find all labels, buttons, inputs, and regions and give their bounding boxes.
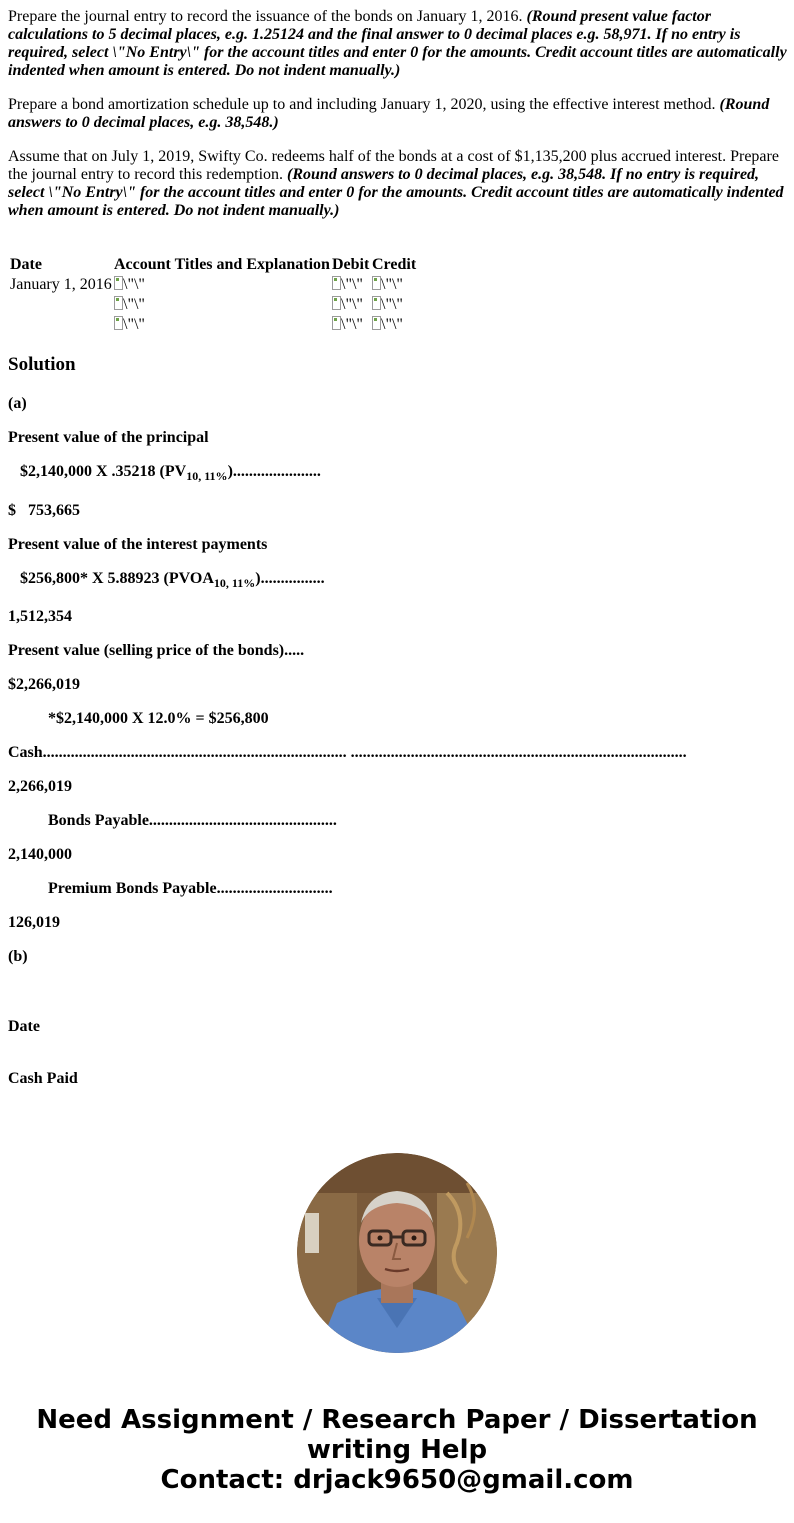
broken-image-alt: \"\": [341, 276, 363, 293]
broken-image-alt: \"\": [381, 316, 403, 333]
broken-image-icon: [372, 316, 381, 330]
pv-interest-amount: 1,512,354: [8, 608, 72, 625]
debit-input[interactable]: [332, 316, 363, 334]
instruction-issuance: [8, 8, 788, 80]
credit-input[interactable]: [372, 316, 403, 334]
account-title-input[interactable]: [114, 316, 145, 334]
instruction-amortization: [8, 96, 788, 132]
part-a-label: (a): [8, 395, 27, 412]
broken-image-icon: [332, 296, 341, 310]
pv-total-label: Present value (selling price of the bonds).....: [8, 642, 305, 659]
footer-line-1: Need Assignment / Research Paper / Dissertation: [36, 1405, 758, 1435]
premium-bonds-amount: 126,019: [8, 914, 60, 931]
footer-line-2: writing Help: [306, 1435, 488, 1465]
broken-image-alt: \"\": [341, 296, 363, 313]
instruction-amortization-note: (Round answers to 0 decimal places, e.g. 38,548.): [8, 96, 770, 131]
pv-principal-calc-pre: $2,140,000 X .35218 (PV: [20, 463, 187, 480]
broken-image-alt: \"\": [341, 316, 363, 333]
pv-principal-label: Present value of the principal: [8, 429, 209, 446]
pv-principal-subscript: 10, 11%: [186, 469, 228, 483]
broken-image-alt: \"\": [123, 276, 145, 293]
debit-input[interactable]: [332, 276, 363, 294]
pv-interest-subscript: 10, 11%: [213, 576, 256, 590]
header-account-titles: Account Titles and Explanation: [114, 256, 330, 273]
broken-image-icon: [114, 316, 123, 330]
broken-image-icon: [332, 276, 341, 290]
broken-image-icon: [332, 316, 341, 330]
account-title-input[interactable]: [114, 296, 145, 314]
footer-contact: Contact: drjack9650@gmail.com: [160, 1465, 634, 1495]
cash-debit-line: Cash............................................................................ ....................................................................................: [8, 744, 687, 761]
instruction-redemption-note: (Round answers to 0 decimal places, e.g. 38,548. If no entry is required, select \"No Entry\" for the account titles and enter 0 for the amounts. Credit account titles are automatically indented when amount is entered. Do not indent manually.): [8, 166, 784, 219]
instruction-redemption-text: Assume that on July 1, 2019, Swifty Co. redeems half of the bonds at a cost of $1,135,200 plus accrued interest. Prepare the journal entry to record this redemption.: [8, 148, 779, 183]
solution-heading: Solution: [8, 354, 76, 375]
pv-principal-amount: $ 753,665: [8, 502, 80, 519]
broken-image-icon: [372, 296, 381, 310]
instruction-redemption: [8, 148, 788, 220]
cash-amount: 2,266,019: [8, 778, 72, 795]
premium-bonds-line: Premium Bonds Payable.............................: [48, 880, 333, 897]
instruction-amortization-text: Prepare a bond amortization schedule up to and including January 1, 2020, using the effective interest method.: [8, 96, 720, 113]
broken-image-alt: \"\": [123, 296, 145, 313]
broken-image-alt: \"\": [381, 276, 403, 293]
pv-interest-label: Present value of the interest payments: [8, 536, 268, 553]
pv-principal-calc: [20, 463, 321, 481]
broken-image-icon: [114, 296, 123, 310]
debit-input[interactable]: [332, 296, 363, 314]
bonds-payable-line: Bonds Payable...............................................: [48, 812, 337, 829]
instruction-issuance-text: Prepare the journal entry to record the issuance of the bonds on January 1, 2016.: [8, 8, 527, 25]
schedule-col-cash-paid: Cash Paid: [8, 1070, 78, 1087]
broken-image-icon: [114, 276, 123, 290]
broken-image-alt: \"\": [381, 296, 403, 313]
pv-total-amount: $2,266,019: [8, 676, 80, 693]
interest-footnote: *$2,140,000 X 12.0% = $256,800: [48, 710, 269, 727]
pv-interest-calc-pre: $256,800* X 5.88923 (PVOA: [20, 570, 214, 587]
credit-input[interactable]: [372, 276, 403, 294]
pv-interest-calc-post: )................: [255, 570, 325, 587]
entry-date: January 1, 2016: [10, 276, 112, 293]
author-avatar: [297, 1153, 497, 1353]
author-portrait-illustration: [297, 1153, 497, 1353]
bonds-payable-amount: 2,140,000: [8, 846, 72, 863]
pv-interest-calc: [20, 570, 325, 588]
part-b-label: (b): [8, 948, 28, 965]
header-date: Date: [10, 256, 42, 273]
instruction-issuance-note: (Round present value factor calculations to 5 decimal places, e.g. 1.25124 and the final answer to 0 decimal places e.g. 58,971. If no entry is required, select \"No Entry\" for the account titles and enter 0 for the amounts. Credit account titles are automatically indented when amount is entered. Do not indent manually.): [8, 8, 787, 79]
broken-image-icon: [372, 276, 381, 290]
header-credit: Credit: [372, 256, 417, 273]
pv-principal-calc-post: )......................: [227, 463, 321, 480]
account-title-input[interactable]: [114, 276, 145, 294]
broken-image-alt: \"\": [123, 316, 145, 333]
schedule-col-date: Date: [8, 1018, 40, 1035]
header-debit: Debit: [332, 256, 370, 273]
credit-input[interactable]: [372, 296, 403, 314]
